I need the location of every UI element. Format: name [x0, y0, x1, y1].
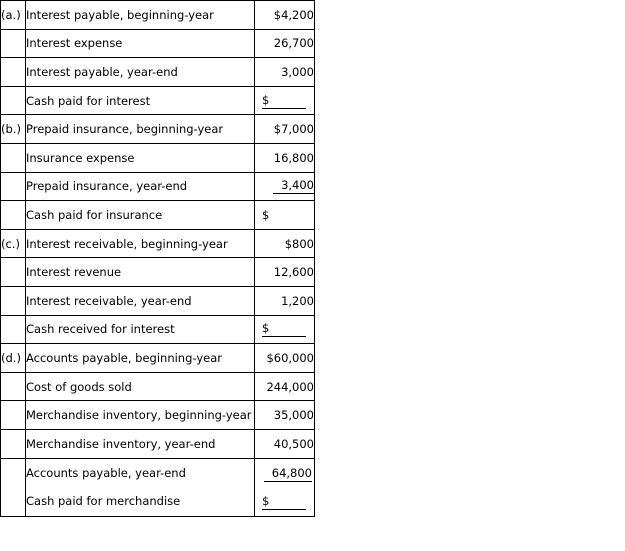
section-label-cell [1, 315, 26, 344]
row-amount-underlined [255, 172, 315, 201]
row-description: Cash paid for merchandise [26, 494, 181, 509]
table-row [1, 58, 315, 87]
section-label-a: (a.) [1, 1, 26, 30]
table-row [1, 201, 315, 230]
table-row [1, 115, 315, 144]
section-label-cell [1, 258, 26, 287]
row-description: Cash paid for interest [26, 86, 255, 115]
row-description: Accounts payable, year-end [26, 465, 186, 480]
table-row [1, 172, 315, 201]
row-description: Merchandise inventory, beginning-year [26, 401, 255, 430]
row-amount: 12,600 [255, 258, 315, 287]
section-label-b: (b.) [1, 115, 26, 144]
section-label-cell [1, 86, 26, 115]
table-row [1, 258, 315, 287]
table-row [1, 372, 315, 401]
answer-blank[interactable]: $ [262, 207, 270, 222]
row-amount-pair [255, 458, 315, 517]
table-row-merged [1, 458, 315, 517]
row-amount: 1,200 [255, 286, 315, 315]
row-description: Interest revenue [26, 258, 255, 287]
section-label-cell [1, 172, 26, 201]
row-amount: 40,500 [255, 429, 315, 458]
table-row [1, 1, 315, 30]
row-description: Interest receivable, year-end [26, 286, 255, 315]
cash-flow-exercise-table [0, 0, 315, 517]
table-row [1, 315, 315, 344]
section-label-d: (d.) [1, 344, 26, 373]
table-row [1, 344, 315, 373]
table-row [1, 286, 315, 315]
underlined-value: 64,800 [264, 466, 312, 482]
row-amount: $7,000 [255, 115, 315, 144]
underlined-value: 3,400 [273, 178, 314, 194]
section-label-cell [1, 286, 26, 315]
row-description: Merchandise inventory, year-end [26, 429, 255, 458]
row-description: Accounts payable, beginning-year [26, 344, 255, 373]
row-amount: 26,700 [255, 29, 315, 58]
answer-cell[interactable] [255, 86, 315, 115]
section-label-cell [1, 429, 26, 458]
row-amount: $800 [255, 229, 315, 258]
row-amount: 244,000 [255, 372, 315, 401]
row-description-pair [26, 458, 255, 517]
table-row [1, 229, 315, 258]
table-row [1, 29, 315, 58]
section-label-cell [1, 58, 26, 87]
section-label-cell [1, 372, 26, 401]
row-amount: 3,000 [255, 58, 315, 87]
section-label-cell [1, 29, 26, 58]
row-description: Prepaid insurance, beginning-year [26, 115, 255, 144]
table-row [1, 401, 315, 430]
row-amount: $60,000 [255, 344, 315, 373]
section-label-cell [1, 458, 26, 517]
answer-blank[interactable]: $ [262, 93, 306, 109]
row-description: Cash paid for insurance [26, 201, 255, 230]
table-row [1, 429, 315, 458]
section-label-c: (c.) [1, 229, 26, 258]
row-description: Cash received for interest [26, 315, 255, 344]
answer-blank[interactable]: $ [262, 321, 306, 337]
section-label-cell [1, 201, 26, 230]
section-label-cell [1, 401, 26, 430]
row-amount: 16,800 [255, 143, 315, 172]
answer-blank[interactable]: $ [262, 494, 306, 510]
answer-cell[interactable] [255, 315, 315, 344]
answer-cell[interactable] [255, 201, 315, 230]
row-amount: $4,200 [255, 1, 315, 30]
row-description: Prepaid insurance, year-end [26, 172, 255, 201]
row-description: Interest payable, year-end [26, 58, 255, 87]
row-description: Interest payable, beginning-year [26, 1, 255, 30]
underlined-value-wrap [255, 459, 314, 488]
row-description: Interest expense [26, 29, 255, 58]
section-label-cell [1, 143, 26, 172]
row-description: Interest receivable, beginning-year [26, 229, 255, 258]
row-description: Cost of goods sold [26, 372, 255, 401]
answer-cell[interactable] [255, 487, 314, 516]
table-row [1, 143, 315, 172]
table-row [1, 86, 315, 115]
row-amount: 35,000 [255, 401, 315, 430]
row-description: Insurance expense [26, 143, 255, 172]
